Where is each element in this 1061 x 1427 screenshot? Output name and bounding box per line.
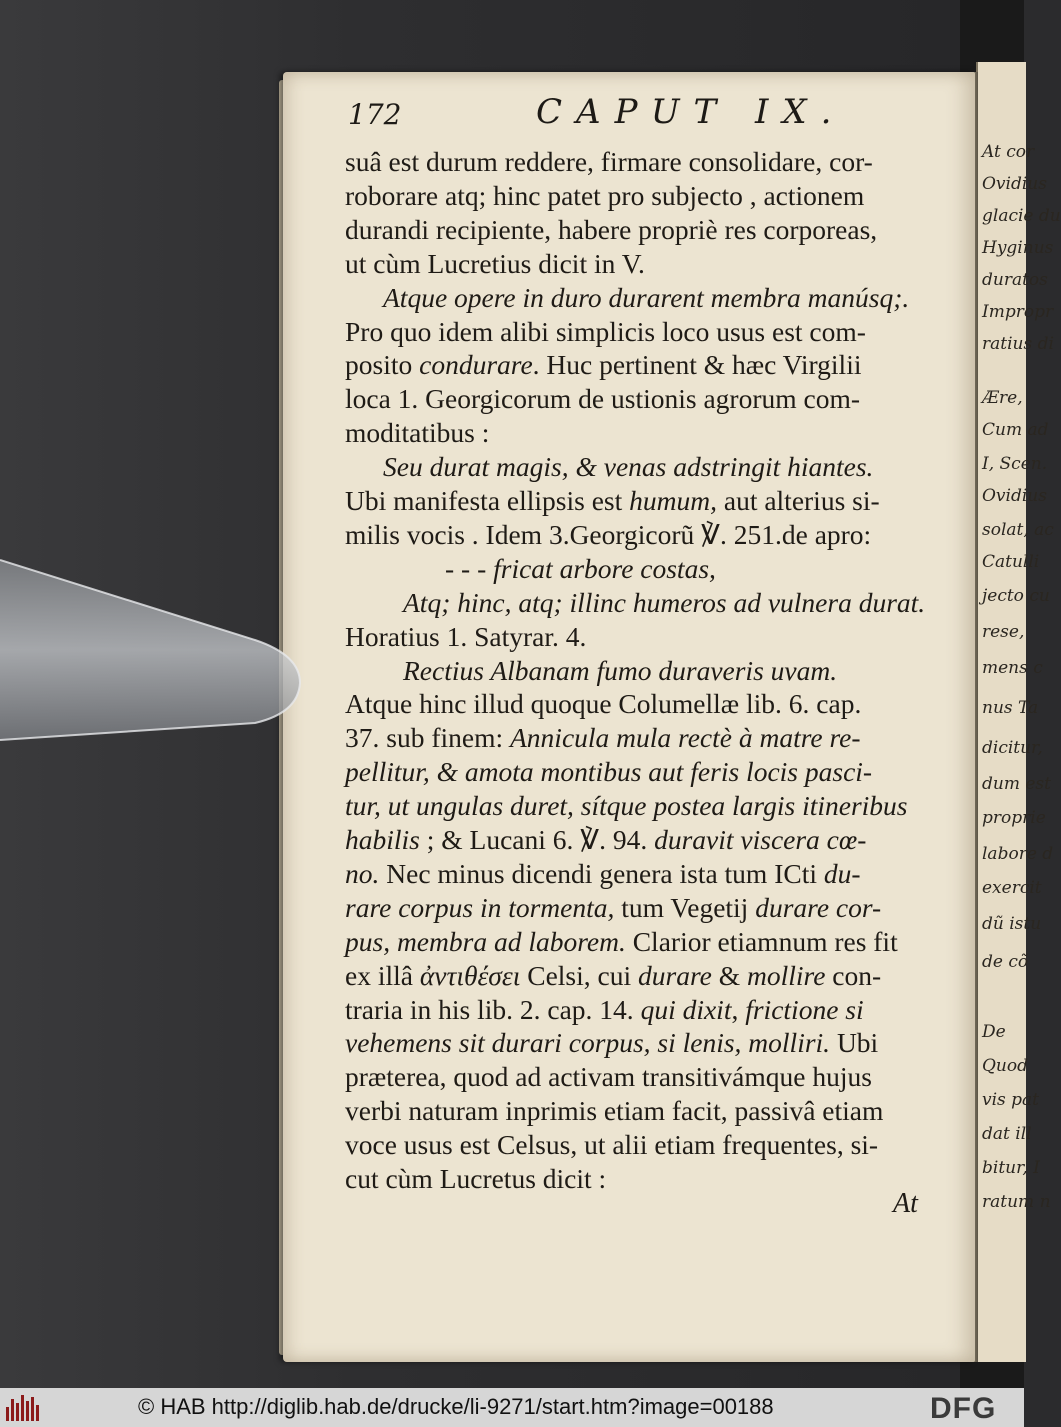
roman-text: Pro quo idem alibi simplicis loco usus est com-	[345, 315, 866, 347]
italic-text: Annicula mula rectè à matre re-	[510, 722, 861, 754]
text-line	[345, 789, 908, 823]
italic-text: duravit viscera cœ-	[654, 824, 867, 855]
adjacent-page-fragment: At cor	[982, 142, 1035, 162]
adjacent-page-fragment: dum est	[982, 774, 1051, 794]
page-number: 172	[348, 98, 402, 131]
running-head	[348, 92, 968, 142]
text-line	[345, 518, 871, 552]
text-line	[345, 1162, 606, 1196]
adjacent-page-fragment: Ære,	[982, 388, 1023, 408]
italic-text: Atque opere in duro durarent membra manúsq;.	[383, 281, 910, 313]
italic-text: qui dixit	[640, 993, 732, 1025]
text-line	[345, 1026, 878, 1060]
paper-knife-pointer	[0, 555, 310, 745]
roman-text: Horatius 1. Satyrar. 4.	[345, 620, 587, 652]
italic-text: rare corpus in tormenta,	[345, 891, 615, 923]
adjacent-page-fragment: Quod	[982, 1056, 1029, 1076]
roman-text: Nec minus dicendi genera ista tum ICti	[379, 857, 824, 889]
roman-text: ; & Lucani 6. ℣. 94.	[419, 824, 655, 855]
roman-text: præterea, quod ad activam transitivámque hujus	[345, 1061, 872, 1093]
text-line	[345, 1128, 878, 1162]
adjacent-page-fragment: exercit	[982, 878, 1042, 898]
roman-text: ut cùm Lucretius dicit in V.	[345, 247, 645, 279]
roman-text: aut alterius si-	[716, 485, 880, 516]
italic-text: durare cor-	[755, 891, 882, 923]
roman-text: roborare atq; hinc patet pro subjecto , actionem	[345, 179, 865, 211]
text-line	[345, 382, 860, 416]
text-line	[345, 823, 866, 857]
chapter-title: CAPUT IX.	[536, 92, 846, 132]
text-line	[345, 179, 864, 213]
italic-text: ἀντιθέσει	[419, 959, 521, 991]
roman-text: &	[711, 959, 747, 991]
text-line	[345, 925, 898, 959]
text-line	[345, 213, 877, 247]
copyright-url[interactable]: © HAB http://diglib.hab.de/drucke/li-9271/start.htm?image=00188	[138, 1394, 774, 1419]
adjacent-page-fragment: mens c	[982, 658, 1043, 678]
roman-text: verbi naturam inprimis etiam facit, passivâ etiam	[345, 1095, 884, 1127]
roman-text: - - -	[445, 552, 494, 584]
roman-text: ex illâ	[345, 959, 420, 991]
adjacent-page-fragment: vis pat	[982, 1090, 1040, 1110]
roman-text: durandi recipiente, habere propriè res corporeas,	[345, 213, 878, 245]
adjacent-page-fragment: Ovidius	[982, 174, 1047, 194]
roman-text: traria in his lib. 2. cap. 14.	[345, 993, 641, 1025]
roman-text: con-	[825, 959, 882, 991]
adjacent-page-fragment: Ovidius	[982, 486, 1047, 506]
roman-text: loca 1. Georgicorum de ustionis agrorum com-	[345, 383, 860, 415]
adjacent-page-fragment: Cum ad	[982, 420, 1049, 440]
italic-text: vehemens sit durari corpus, si lenis, molliri.	[345, 1027, 831, 1059]
text-line	[403, 586, 925, 620]
library-logo-icon	[6, 1395, 42, 1421]
adjacent-page-fragment: dat ill	[982, 1124, 1032, 1144]
roman-text: voce usus est Celsus, ut alii etiam frequentes, si-	[345, 1129, 879, 1161]
text-line	[345, 145, 873, 179]
italic-text: pellitur, & amota montibus aut feris locis pasci-	[345, 756, 873, 788]
roman-text: Clarior etiamnum res fit	[625, 925, 898, 957]
adjacent-page-fragment: duratos	[982, 270, 1048, 290]
adjacent-page-fragment: Hyginus	[982, 238, 1054, 258]
adjacent-page-fragment: jecto cu	[982, 586, 1050, 606]
text-line	[345, 857, 861, 891]
italic-text: condurare	[419, 349, 533, 381]
italic-text: fricat arbore costas,	[493, 552, 716, 584]
roman-text: ,	[731, 993, 746, 1025]
italic-text: du-	[823, 857, 861, 889]
adjacent-page-fragment: Catulli	[982, 552, 1040, 572]
text-line	[345, 891, 881, 925]
footer-bar	[0, 1388, 1024, 1427]
text-line	[345, 1060, 872, 1094]
text-line	[345, 959, 881, 993]
roman-text: posito	[345, 349, 420, 381]
text-line	[345, 993, 864, 1027]
text-line	[345, 315, 866, 349]
italic-text: pus, membra ad laborem.	[345, 925, 626, 957]
adjacent-page-fragment: ratius di	[982, 334, 1054, 354]
roman-text: Ubi manifesta ellipsis est	[345, 485, 630, 516]
italic-text: no.	[345, 857, 380, 889]
italic-text: frictione si	[745, 993, 864, 1025]
adjacent-page-fragment: labore d	[982, 844, 1054, 864]
adjacent-page-fragment: bitur, I	[982, 1158, 1040, 1178]
italic-text: Seu durat magis, & venas adstringit hiantes.	[383, 451, 874, 483]
adjacent-page	[976, 62, 1061, 1362]
roman-text: Ubi	[830, 1027, 879, 1059]
text-line	[345, 687, 861, 721]
adjacent-page-fragment: De	[982, 1022, 1006, 1042]
roman-text: tum Vegetij	[614, 891, 756, 923]
adjacent-page-fragment: glacie du	[982, 206, 1061, 226]
adjacent-page-fragment: proprie	[982, 808, 1046, 828]
adjacent-page-fragment: I, Scen.	[982, 454, 1048, 474]
text-line	[345, 1094, 883, 1128]
roman-text: milis vocis . Idem 3.Georgicorũ ℣. 251.de apro:	[345, 518, 872, 550]
text-line	[345, 755, 872, 789]
adjacent-page-fragment: dũ istu	[982, 914, 1042, 934]
text-line	[403, 654, 837, 688]
text-line	[345, 348, 861, 382]
text-line	[383, 450, 873, 484]
text-line	[445, 552, 716, 586]
adjacent-page-fragment: Impropr	[982, 302, 1054, 322]
roman-text: moditatibus :	[345, 417, 490, 449]
adjacent-page-fragment: nus Ta	[982, 698, 1039, 718]
roman-text: 37. sub finem:	[345, 722, 510, 754]
italic-text: humum,	[629, 485, 717, 516]
italic-text: Rectius Albanam fumo duraveris uvam.	[403, 654, 838, 686]
text-line	[345, 416, 489, 450]
adjacent-page-fragment: rese,	[982, 622, 1025, 642]
dfg-logo: DFG	[930, 1392, 997, 1425]
italic-text: durare	[638, 959, 712, 991]
roman-text: Atque hinc illud quoque Columellæ lib. 6. cap.	[345, 688, 862, 720]
italic-text: mollire	[746, 959, 826, 991]
adjacent-page-fragment: ratum n	[982, 1192, 1051, 1212]
text-line	[345, 484, 880, 518]
text-line	[345, 247, 645, 281]
catchword: At	[893, 1188, 918, 1219]
italic-text: habilis	[345, 824, 420, 855]
text-line	[345, 721, 861, 755]
roman-text: . Huc pertinent & hæc Virgilii	[532, 349, 862, 381]
italic-text: tur, ut ungulas duret, sítque postea largis itineribus	[345, 790, 908, 822]
roman-text: Celsi, cui	[520, 959, 638, 991]
adjacent-page-fragment: dicitur,	[982, 738, 1043, 758]
italic-text: Atq; hinc, atq; illinc humeros ad vulnera durat.	[403, 586, 926, 618]
text-line	[383, 281, 909, 315]
roman-text: suâ est durum reddere, firmare consolidare, cor-	[345, 146, 873, 177]
adjacent-page-fragment: de cõ	[982, 952, 1029, 972]
adjacent-page-fragment: solat, ac	[982, 520, 1054, 540]
roman-text: cut cùm Lucretus dicit :	[345, 1163, 607, 1194]
text-line	[345, 620, 586, 654]
